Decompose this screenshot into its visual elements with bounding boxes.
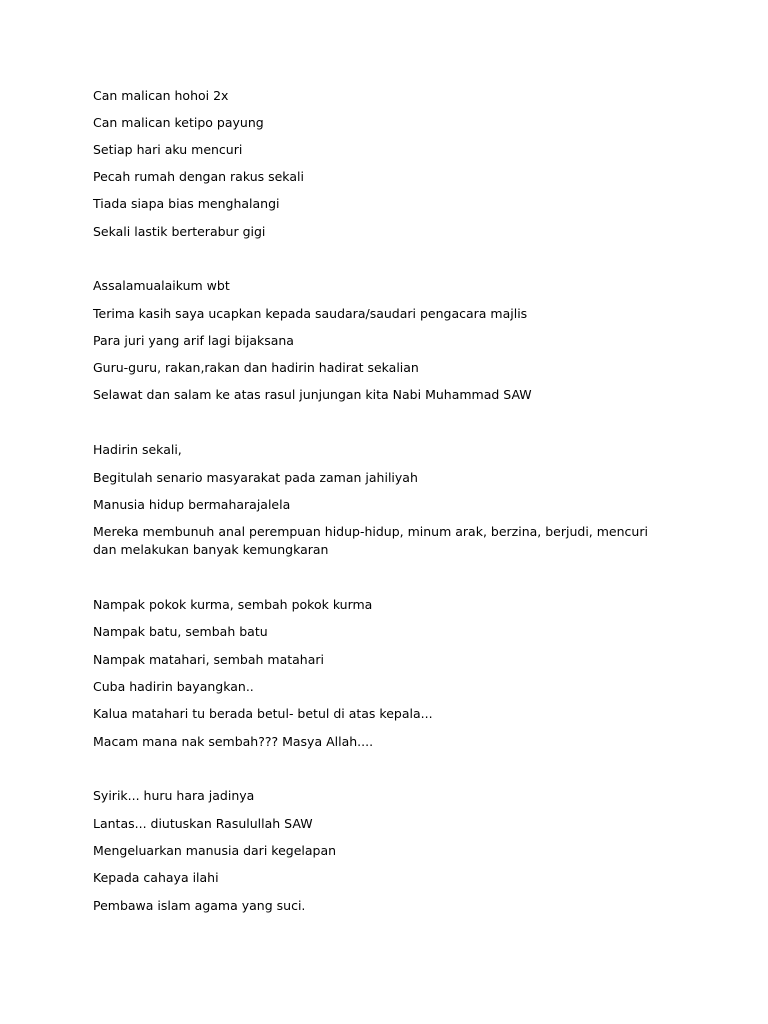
text-line: Sekali lastik berterabur gigi xyxy=(93,224,266,239)
text-line: Kepada cahaya ilahi xyxy=(93,870,219,885)
text-line: Hadirin sekali, xyxy=(93,442,182,457)
text-line: Macam mana nak sembah??? Masya Allah.... xyxy=(93,734,374,749)
text-line: Para juri yang arif lagi bijaksana xyxy=(93,333,294,348)
text-paragraph: Mereka membunuh anal perempuan hidup-hidup, minum arak, berzina, berjudi, mencuri dan melakukan banyak kemungkaran xyxy=(93,524,648,557)
text-line: Can malican hohoi 2x xyxy=(93,88,229,103)
text-line: Pembawa islam agama yang suci. xyxy=(93,898,306,913)
text-line: Syirik... huru hara jadinya xyxy=(93,788,255,803)
text-line: Selawat dan salam ke atas rasul junjungan kita Nabi Muhammad SAW xyxy=(93,387,532,402)
text-line: Pecah rumah dengan rakus sekali xyxy=(93,169,304,184)
text-line: Lantas... diutuskan Rasulullah SAW xyxy=(93,816,313,831)
text-line: Setiap hari aku mencuri xyxy=(93,142,243,157)
text-line: Tiada siapa bias menghalangi xyxy=(93,196,280,211)
text-line: Kalua matahari tu berada betul- betul di atas kepala... xyxy=(93,706,433,721)
text-line: Manusia hidup bermaharajalela xyxy=(93,497,291,512)
text-line: Guru-guru, rakan,rakan dan hadirin hadirat sekalian xyxy=(93,360,419,375)
text-line: Nampak batu, sembah batu xyxy=(93,624,268,639)
text-line: Assalamualaikum wbt xyxy=(93,278,230,293)
text-line: Nampak pokok kurma, sembah pokok kurma xyxy=(93,597,373,612)
text-line: Nampak matahari, sembah matahari xyxy=(93,652,324,667)
text-line: Can malican ketipo payung xyxy=(93,115,264,130)
text-line: Mengeluarkan manusia dari kegelapan xyxy=(93,843,337,858)
text-line: Begitulah senario masyarakat pada zaman jahiliyah xyxy=(93,470,418,485)
text-line: Cuba hadirin bayangkan.. xyxy=(93,679,254,694)
text-line: Terima kasih saya ucapkan kepada saudara/saudari pengacara majlis xyxy=(93,306,528,321)
